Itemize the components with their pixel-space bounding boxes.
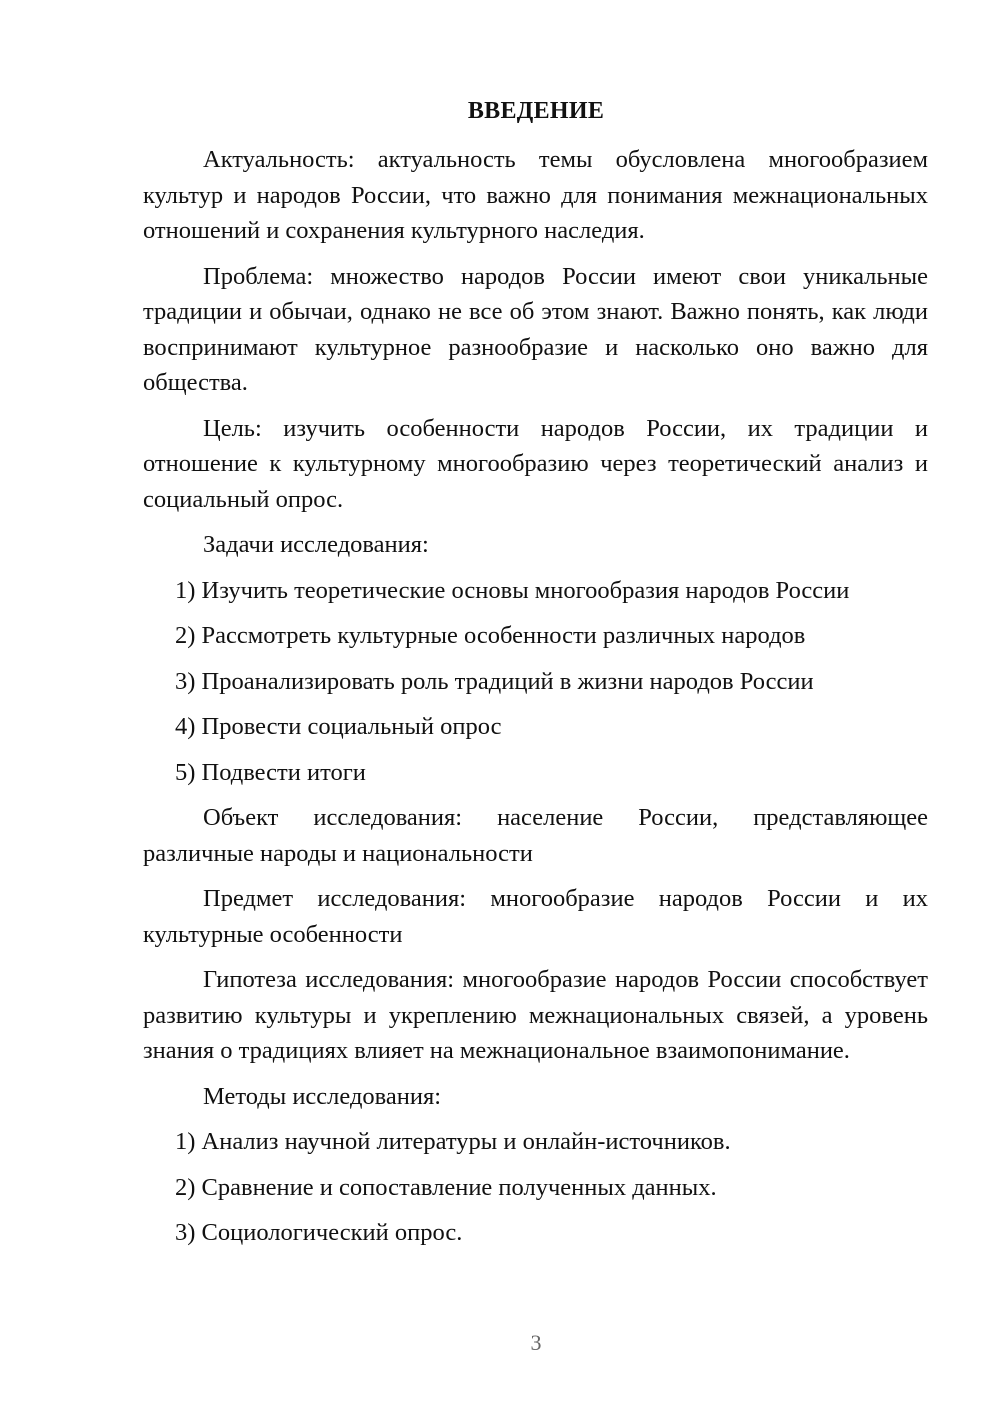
methods-label: Методы исследования: (203, 1082, 442, 1110)
subject-paragraph: Предмет исследования: многообразие народов России и их культурные особенности (143, 885, 928, 948)
task-item: 1) Изучить теоретические основы многообразия народов России (175, 576, 850, 604)
tasks-label: Задачи исследования: (203, 531, 429, 558)
task-item: 5) Подвести итоги (175, 758, 366, 786)
goal-paragraph: Цель: изучить особенности народов России, их традиции и отношение к культурному многообразию через теоретический анализ и социальный опрос. (143, 414, 928, 513)
body-text (143, 142, 928, 1261)
task-item: 4) Провести социальный опрос (175, 713, 502, 740)
methods-list (143, 1124, 928, 1251)
object-paragraph: Объект исследования: население России, представляющее различные народы и национальности (143, 804, 928, 867)
problem-paragraph: Проблема: множество народов России имеют свои уникальные традиции и обычаи, однако не все об этом знают. Важно понять, как люди воспринимают культурное разнообразие и насколько оно важно для общества. (143, 262, 928, 396)
task-item: 3) Проанализировать роль традиций в жизни народов России (175, 667, 814, 695)
task-item: 2) Рассмотреть культурные особенности различных народов (175, 622, 806, 649)
relevance-paragraph: Актуальность: актуальность темы обусловлена многообразием культур и народов России, что важно для понимания межнациональных отношений и сохранения культурного наследия. (143, 146, 928, 244)
tasks-list (143, 573, 928, 791)
page-number: 3 (530, 1330, 542, 1355)
method-item: 3) Социологический опрос. (175, 1219, 463, 1246)
hypothesis-paragraph: Гипотеза исследования: многообразие народов России способствует развитию культуры и укреплению межнациональных связей, а уровень знания о традициях влияет на межнациональное взаимопонимание. (143, 966, 928, 1064)
method-item: 2) Сравнение и сопоставление полученных данных. (175, 1173, 717, 1201)
section-title: ВВЕДЕНИЕ (467, 98, 605, 124)
method-item: 1) Анализ научной литературы и онлайн-источников. (175, 1128, 731, 1155)
